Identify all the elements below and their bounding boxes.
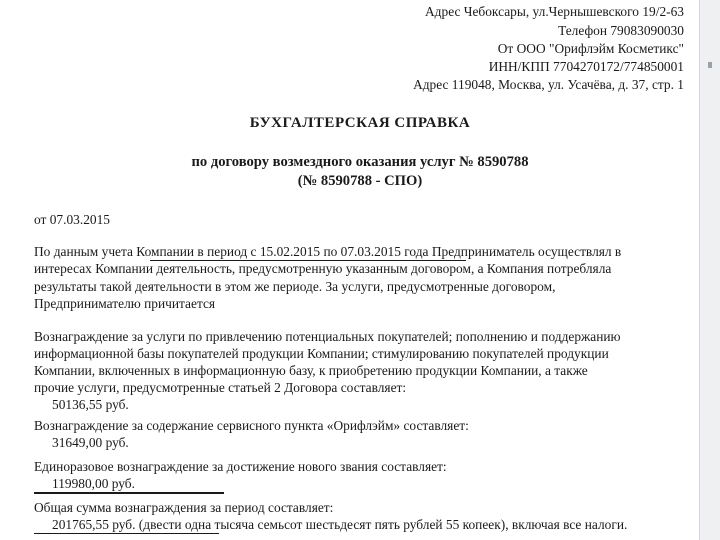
- service-fee-line: Вознаграждение за услуги по привлечению потенциальных покупателей; пополнению и поддержанию: [34, 329, 621, 344]
- company-address-line: Адрес 119048, Москва, ул. Усачёва, д. 37, стр. 1: [413, 77, 684, 92]
- service-point-label: Вознаграждение за содержание сервисного пункта «Орифлэйм» составляет:: [34, 418, 469, 433]
- rank-bonus-amount: 119980,00 руб.: [52, 476, 135, 491]
- sum-separator-line: [34, 492, 224, 494]
- page-scroll-edge[interactable]: [699, 0, 720, 540]
- contract-number-subtitle: (№ 8590788 - СПО): [297, 173, 423, 189]
- document-title: БУХГАЛТЕРСКАЯ СПРАВКА: [249, 115, 471, 131]
- period-underline: [150, 260, 466, 261]
- service-fee-line: Компании, включенных в информационную базу, к приобретению продукции Компании, а также: [34, 363, 588, 378]
- sender-phone-line: Телефон 79083090030: [558, 23, 684, 38]
- scroll-marker: [708, 62, 712, 68]
- intro-line: результаты такой деятельности в этом же периоде. За услуги, предусмотренные договором,: [34, 279, 556, 294]
- rank-bonus-label: Единоразовое вознаграждение за достижение нового звания составляет:: [34, 459, 447, 474]
- intro-line: По данным учета Компании в период с 15.02.2015 по 07.03.2015 года Предприниматель осуществлял в: [34, 244, 622, 259]
- service-point-amount: 31649,00 руб.: [52, 435, 129, 450]
- inn-kpp-line: ИНН/КПП 7704270172/774850001: [488, 59, 684, 74]
- sender-address-line: Адрес Чебоксары, ул.Чернышевского 19/2-63: [425, 4, 684, 19]
- service-fee-line: информационной базы покупателей продукции Компании; стимулированию покупателей продукции: [34, 346, 609, 361]
- contract-subtitle: по договору возмездного оказания услуг № 8590788: [191, 154, 529, 170]
- intro-line: интересах Компании деятельность, предусмотренную указанным договором, а Компания потребляла: [34, 261, 612, 276]
- intro-line: Предпринимателю причитается: [34, 296, 216, 311]
- total-amount: 201765,55 руб. (двести одна тысяча семьсот шестьдесят пять рублей 55 копеек), включая все налоги.: [52, 517, 628, 532]
- service-fee-amount: 50136,55 руб.: [52, 397, 129, 412]
- total-label: Общая сумма вознаграждения за период составляет:: [34, 500, 334, 515]
- total-underline: [34, 533, 219, 534]
- document-date: от 07.03.2015: [34, 212, 110, 227]
- company-name-line: От ООО "Орифлэйм Косметикс": [497, 41, 684, 56]
- service-fee-line: прочие услуги, предусмотренные статьей 2 Договора составляет:: [34, 380, 407, 395]
